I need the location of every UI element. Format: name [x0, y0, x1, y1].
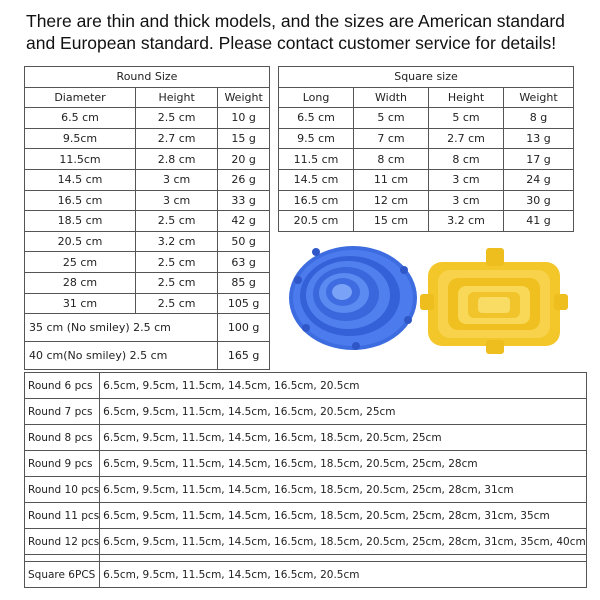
round-header-weight: Weight [218, 87, 270, 108]
table-spacer-row [25, 555, 587, 562]
table-cell: 26 g [218, 169, 270, 190]
square-header-width: Width [354, 87, 429, 108]
table-cell: 2.8 cm [136, 149, 218, 170]
table-cell: 5 cm [429, 108, 504, 129]
table-cell: 14.5 cm [25, 169, 136, 190]
table-cell: 8 g [504, 108, 574, 129]
table-cell: 12 cm [354, 190, 429, 211]
table-cell: 14.5 cm [279, 169, 354, 190]
table-cell: 2.5 cm [136, 272, 218, 293]
square-header-long: Long [279, 87, 354, 108]
table-cell: 8 cm [429, 149, 504, 170]
set-name: Round 6 pcs [25, 373, 100, 399]
table-cell: 15 g [218, 128, 270, 149]
table-cell: 100 g [218, 314, 270, 342]
table-row [25, 169, 270, 190]
table-cell: 9.5cm [25, 128, 136, 149]
square-header-height: Height [429, 87, 504, 108]
table-cell: 2.5 cm [136, 293, 218, 314]
table-cell: 13 g [504, 128, 574, 149]
table-cell: 20 g [218, 149, 270, 170]
table-cell: 3.2 cm [136, 231, 218, 252]
table-cell: 2.7 cm [136, 128, 218, 149]
table-row [25, 529, 587, 555]
table-cell: 17 g [504, 149, 574, 170]
set-sizes: 6.5cm, 9.5cm, 11.5cm, 14.5cm, 16.5cm, 20.5cm [100, 373, 587, 399]
table-row [279, 108, 574, 129]
table-cell: 85 g [218, 272, 270, 293]
table-cell: 15 cm [354, 211, 429, 232]
table-row [25, 373, 587, 399]
table-cell: 50 g [218, 231, 270, 252]
set-sizes: 6.5cm, 9.5cm, 11.5cm, 14.5cm, 16.5cm, 18.5cm, 20.5cm, 25cm [100, 425, 587, 451]
set-name: Round 10 pcs [25, 477, 100, 503]
table-cell: 9.5 cm [279, 128, 354, 149]
table-row [279, 169, 574, 190]
table-cell: 20.5 cm [25, 231, 136, 252]
set-sizes: 6.5cm, 9.5cm, 11.5cm, 14.5cm, 16.5cm, 20.5cm [100, 562, 587, 588]
table-row [25, 342, 270, 370]
table-row [25, 128, 270, 149]
table-cell: 3 cm [136, 190, 218, 211]
table-row [25, 211, 270, 232]
blue-round-silicone-lids-image [286, 240, 421, 355]
table-row [25, 272, 270, 293]
square-table-title: Square size [279, 67, 574, 88]
table-row [25, 503, 587, 529]
set-name: Round 12 pcs [25, 529, 100, 555]
table-row [25, 562, 587, 588]
table-cell: 25 cm [25, 252, 136, 273]
table-cell: 24 g [504, 169, 574, 190]
table-cell: 6.5 cm [25, 108, 136, 129]
table-row [25, 425, 587, 451]
table-cell: 105 g [218, 293, 270, 314]
table-cell: 7 cm [354, 128, 429, 149]
set-sizes: 6.5cm, 9.5cm, 11.5cm, 14.5cm, 16.5cm, 20.5cm, 25cm [100, 399, 587, 425]
table-cell: 18.5 cm [25, 211, 136, 232]
table-cell: 2.5 cm [136, 108, 218, 129]
round-header-height: Height [136, 87, 218, 108]
table-row [279, 128, 574, 149]
table-cell: 5 cm [354, 108, 429, 129]
table-row [25, 477, 587, 503]
table-cell: 42 g [218, 211, 270, 232]
table-cell: 3 cm [429, 190, 504, 211]
set-sizes: 6.5cm, 9.5cm, 11.5cm, 14.5cm, 16.5cm, 18.5cm, 20.5cm, 25cm, 28cm [100, 451, 587, 477]
set-name: Round 8 pcs [25, 425, 100, 451]
set-name: Square 6PCS [25, 562, 100, 588]
table-cell: 10 g [218, 108, 270, 129]
set-name: Round 7 pcs [25, 399, 100, 425]
table-cell: 11.5cm [25, 149, 136, 170]
table-row [25, 252, 270, 273]
table-row [25, 231, 270, 252]
yellow-square-silicone-lids-image [420, 244, 570, 356]
table-row [25, 190, 270, 211]
table-cell: 63 g [218, 252, 270, 273]
table-cell: 2.5 cm [136, 211, 218, 232]
square-header-weight: Weight [504, 87, 574, 108]
table-cell: 16.5 cm [279, 190, 354, 211]
set-name: Round 9 pcs [25, 451, 100, 477]
round-header-diameter: Diameter [25, 87, 136, 108]
table-cell: 165 g [218, 342, 270, 370]
table-cell: 31 cm [25, 293, 136, 314]
table-cell: 11 cm [354, 169, 429, 190]
table-cell: 30 g [504, 190, 574, 211]
square-size-table [278, 66, 574, 232]
table-cell: 3.2 cm [429, 211, 504, 232]
table-row [279, 190, 574, 211]
set-sizes: 6.5cm, 9.5cm, 11.5cm, 14.5cm, 16.5cm, 18.5cm, 20.5cm, 25cm, 28cm, 31cm, 35cm, 40cm [100, 529, 587, 555]
table-cell: 40 cm(No smiley) 2.5 cm [25, 342, 218, 370]
table-cell: 41 g [504, 211, 574, 232]
table-row [25, 399, 587, 425]
table-cell: 2.5 cm [136, 252, 218, 273]
table-cell: 33 g [218, 190, 270, 211]
table-spacer-cell [25, 555, 100, 562]
table-row [25, 293, 270, 314]
headline-text: There are thin and thick models, and the sizes are American standard and European standard. Please contact customer service for details! [26, 11, 565, 53]
round-table-title: Round Size [25, 67, 270, 88]
table-cell: 20.5 cm [279, 211, 354, 232]
round-size-table [24, 66, 270, 370]
table-cell: 3 cm [136, 169, 218, 190]
table-row [25, 451, 587, 477]
set-sizes: 6.5cm, 9.5cm, 11.5cm, 14.5cm, 16.5cm, 18.5cm, 20.5cm, 25cm, 28cm, 31cm, 35cm [100, 503, 587, 529]
table-row [25, 149, 270, 170]
table-row [279, 149, 574, 170]
table-cell: 6.5 cm [279, 108, 354, 129]
table-cell: 35 cm (No smiley) 2.5 cm [25, 314, 218, 342]
table-row [25, 108, 270, 129]
sets-table [24, 372, 587, 588]
table-row [25, 314, 270, 342]
table-cell: 11.5 cm [279, 149, 354, 170]
table-cell: 16.5 cm [25, 190, 136, 211]
table-spacer-cell [100, 555, 587, 562]
table-cell: 2.7 cm [429, 128, 504, 149]
table-cell: 8 cm [354, 149, 429, 170]
table-cell: 28 cm [25, 272, 136, 293]
set-sizes: 6.5cm, 9.5cm, 11.5cm, 14.5cm, 16.5cm, 18.5cm, 20.5cm, 25cm, 28cm, 31cm [100, 477, 587, 503]
set-name: Round 11 pcs [25, 503, 100, 529]
table-row [279, 211, 574, 232]
table-cell: 3 cm [429, 169, 504, 190]
